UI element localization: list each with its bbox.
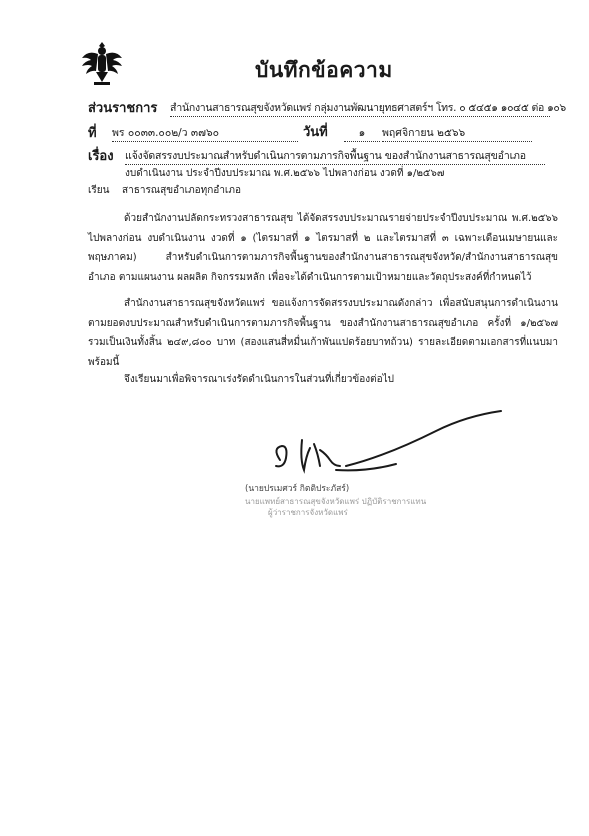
ref-label: ที่ bbox=[88, 126, 97, 141]
signer-name: (นายปรเมศวร์ กิตติประภัสร์) bbox=[245, 484, 350, 494]
signer-position-line-1: นายแพทย์สาธารณสุขจังหวัดแพร่ ปฏิบัติราชการแทน bbox=[245, 497, 427, 506]
body-paragraph-3: จึงเรียนมาเพื่อพิจารณาเร่งรัดดำเนินการในส่วนที่เกี่ยวข้องต่อไป bbox=[124, 374, 394, 385]
garuda-emblem-icon bbox=[80, 40, 124, 86]
date-day: ๑ bbox=[344, 124, 380, 142]
subject-line-2: งบดำเนินงาน ประจำปีงบประมาณ พ.ศ.๒๕๖๖ ไปพลางก่อน งวดที่ ๑/๒๕๖๗ bbox=[125, 168, 445, 179]
body-paragraph-1: ด้วยสำนักงานปลัดกระทรวงสาธารณสุข ได้จัดสรรงบประมาณรายจ่ายประจำปีงบประมาณ พ.ศ.๒๕๖๖ ไปพลางก่อน งบดำเนินงาน งวดที่ ๑ (ไตรมาสที่ ๑ ไตรมาสที่ ๒ และไตรมาสที่ ๓ เฉพาะเดือนเมษายนและพฤษภาคม) สำหรับดำเนินการตามภารกิจพื้นฐานของสำนักงานสาธารณสุขจังหวัด/สำนักงานสาธารณสุขอำเภอ ตามแผนงาน ผลผลิต กิจกรรมหลัก เพื่อจะได้ดำเนินการตามเป้าหมายและวัตถุประสงค์ที่กำหนดไว้ bbox=[88, 213, 558, 283]
handwritten-signature bbox=[250, 400, 550, 490]
agency-value: สำนักงานสาธารณสุขจังหวัดแพร่ กลุ่มงานพัฒนายุทธศาสตร์ฯ โทร. ๐ ๕๔๕๑ ๑๐๔๕ ต่อ ๑๐๖ bbox=[170, 99, 550, 117]
to-value: สาธารณสุขอำเภอทุกอำเภอ bbox=[122, 185, 241, 196]
date-label: วันที่ bbox=[303, 125, 328, 140]
signer-position-line-2: ผู้ว่าราชการจังหวัดแพร่ bbox=[268, 508, 348, 517]
subject-line-1: แจ้งจัดสรรงบประมาณสำหรับดำเนินการตามภารกิจพื้นฐาน ของสำนักงานสาธารณสุขอำเภอ bbox=[125, 147, 545, 165]
agency-label: ส่วนราชการ bbox=[88, 101, 158, 116]
body-paragraph-2: สำนักงานสาธารณสุขจังหวัดแพร่ ขอแจ้งการจัดสรรงบประมาณดังกล่าว เพื่อสนับสนุนการดำเนินงาน ตามยอดงบประมาณสำหรับดำเนินการตามภารกิจพื้นฐาน ของสำนักงานสาธารณสุขอำเภอ ครั้งที่ ๑/๒๕๖๗ รวมเป็นเงินทั้งสิ้น ๒๔๙,๘๐๐ บาท (สองแสนสี่หมื่นเก้าพันแปดร้อยบาทถ้วน) รายละเอียดตามเอกสารที่แนบมาพร้อมนี้ bbox=[88, 298, 558, 368]
memo-title: บันทึกข้อความ bbox=[255, 58, 393, 82]
subject-label: เรื่อง bbox=[88, 149, 114, 164]
to-label: เรียน bbox=[88, 185, 110, 196]
date-month-year: พฤศจิกายน ๒๕๖๖ bbox=[382, 124, 532, 142]
ref-number: พร ๐๐๓๓.๐๐๒/ว ๓๗๖๐ bbox=[112, 124, 298, 142]
